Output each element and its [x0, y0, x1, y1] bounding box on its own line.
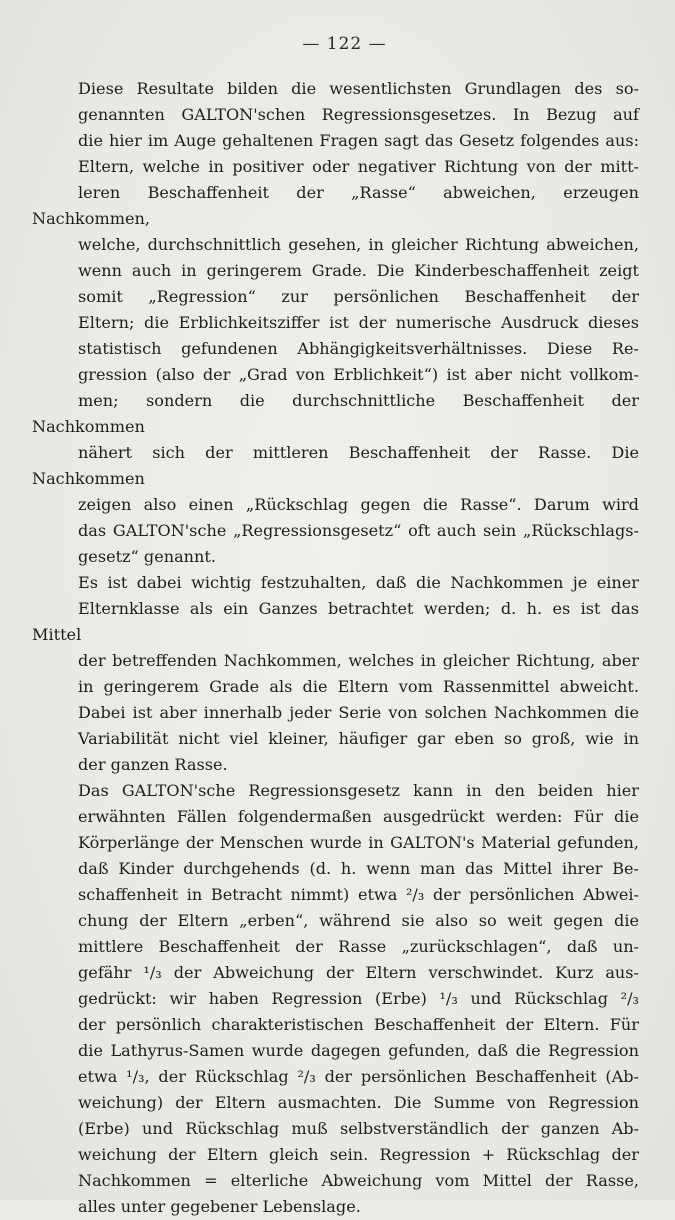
- text-line: gedrückt: wir haben Regression (Erbe) ¹/₃ und Rückschlag ²/₃: [78, 989, 639, 1008]
- text-line: genannten GALTON'schen Regressionsgesetzes. In Bezug auf: [78, 105, 639, 124]
- text-line: weichung) der Eltern ausmachten. Die Summe von Regression: [78, 1093, 639, 1112]
- text-line: nähert sich der mittleren Beschaffenheit der Rasse. Die Nachkommen: [32, 443, 639, 488]
- paragraph-1: [32, 76, 639, 570]
- text-line: Nachkommen = elterliche Abweichung vom Mittel der Rasse,: [78, 1171, 639, 1190]
- text-line: in geringerem Grade als die Eltern vom Rassenmittel abweicht.: [78, 677, 639, 696]
- text-line: der persönlich charakteristischen Beschaffenheit der Eltern. Für: [78, 1015, 639, 1034]
- text-line: welche, durchschnittlich gesehen, in gleicher Richtung abweichen,: [78, 235, 639, 254]
- text-line: Eltern; die Erblichkeitsziffer ist der numerische Ausdruck dieses: [78, 313, 639, 332]
- text-line: Das GALTON'sche Regressionsgesetz kann in den beiden hier: [78, 781, 639, 800]
- text-line: Elternklasse als ein Ganzes betrachtet werden; d. h. es ist das Mittel: [32, 599, 639, 644]
- text-line: zeigen also einen „Rückschlag gegen die Rasse“. Darum wird: [78, 495, 639, 514]
- text-line: Dabei ist aber innerhalb jeder Serie von solchen Nachkommen die: [78, 703, 639, 722]
- text-line: Körperlänge der Menschen wurde in GALTON's Material gefunden,: [78, 833, 639, 852]
- text-line: etwa ¹/₃, der Rückschlag ²/₃ der persönlichen Beschaffenheit (Ab-: [78, 1067, 639, 1086]
- text-line: wenn auch in geringerem Grade. Die Kinderbeschaffenheit zeigt: [78, 261, 639, 280]
- text-line: das GALTON'sche „Regressionsgesetz“ oft auch sein „Rückschlags-: [78, 521, 639, 540]
- text-line: alles unter gegebener Lebenslage.: [78, 1197, 361, 1216]
- text-line: Variabilität nicht viel kleiner, häufiger gar eben so groß, wie in: [78, 729, 639, 748]
- text-line: schaffenheit in Betracht nimmt) etwa ²/₃ der persönlichen Abwei-: [78, 885, 639, 904]
- text-line: daß Kinder durchgehends (d. h. wenn man das Mittel ihrer Be-: [78, 859, 639, 878]
- text-line: weichung der Eltern gleich sein. Regression + Rückschlag der: [78, 1145, 639, 1164]
- text-line: der betreffenden Nachkommen, welches in gleicher Richtung, aber: [78, 651, 639, 670]
- text-line: chung der Eltern „erben“, während sie also so weit gegen die: [78, 911, 639, 930]
- text-line: gesetz“ genannt.: [78, 547, 216, 566]
- text-line: Es ist dabei wichtig festzuhalten, daß die Nachkommen je einer: [78, 573, 639, 592]
- text-line: erwähnten Fällen folgendermaßen ausgedrückt werden: Für die: [78, 807, 639, 826]
- text-line: men; sondern die durchschnittliche Beschaffenheit der Nachkommen: [32, 391, 639, 436]
- paragraph-2: [32, 570, 639, 778]
- text-line: Eltern, welche in positiver oder negativer Richtung von der mitt-: [78, 157, 639, 176]
- text-line: die hier im Auge gehaltenen Fragen sagt das Gesetz folgendes aus:: [78, 131, 639, 150]
- body-text: [32, 76, 639, 1220]
- text-line: gefähr ¹/₃ der Abweichung der Eltern verschwindet. Kurz aus-: [78, 963, 639, 982]
- text-line: der ganzen Rasse.: [78, 755, 228, 774]
- text-line: die Lathyrus-Samen wurde dagegen gefunden, daß die Regression: [78, 1041, 639, 1060]
- page-number: — 122 —: [302, 34, 387, 54]
- text-line: Diese Resultate bilden die wesentlichsten Grundlagen des so-: [78, 79, 639, 98]
- text-line: somit „Regression“ zur persönlichen Beschaffenheit der: [78, 287, 639, 306]
- text-line: mittlere Beschaffenheit der Rasse „zurückschlagen“, daß un-: [78, 937, 639, 956]
- paragraph-3: [32, 778, 639, 1220]
- text-line: gression (also der „Grad von Erblichkeit“) ist aber nicht vollkom-: [78, 365, 639, 384]
- text-line: leren Beschaffenheit der „Rasse“ abweichen, erzeugen Nachkommen,: [32, 183, 639, 228]
- text-line: statistisch gefundenen Abhängigkeitsverhältnisses. Diese Re-: [78, 339, 639, 358]
- text-line: (Erbe) und Rückschlag muß selbstverständlich der ganzen Ab-: [78, 1119, 639, 1138]
